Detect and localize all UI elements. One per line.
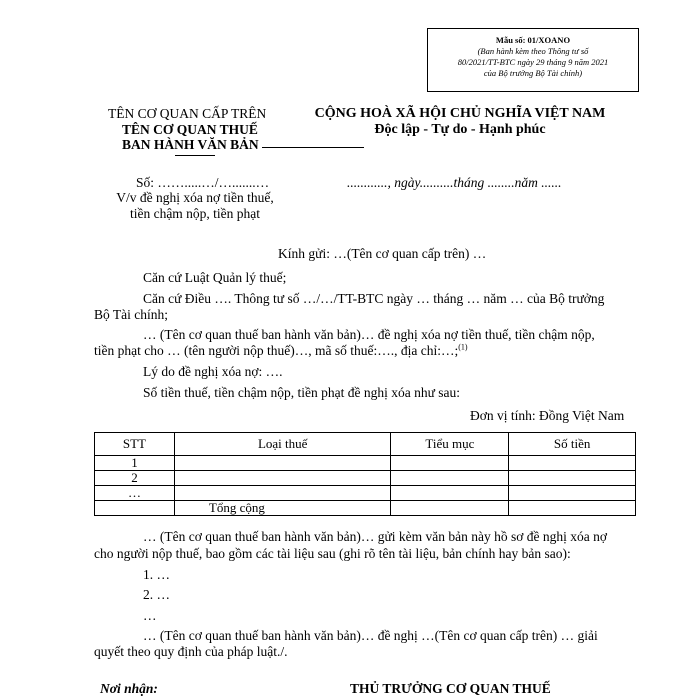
request-line-2: quyết theo quy định của pháp luật./. xyxy=(94,644,288,659)
col-header-stt: STT xyxy=(95,433,175,456)
agency-header xyxy=(95,106,295,153)
attachment-line-2: cho người nộp thuế, bao gồm các tài liệu sau (ghi rõ tên tài liệu, bản chính hay bản sao): xyxy=(94,546,571,561)
form-code: Mẫu số: 01/XOANO xyxy=(495,35,571,45)
subject-line-1: V/v đề nghị xóa nợ tiền thuế, xyxy=(116,190,274,205)
row-subitem xyxy=(391,471,509,486)
row-stt: 2 xyxy=(95,471,175,486)
row-amount xyxy=(509,471,636,486)
col-header-tax-type: Loại thuế xyxy=(174,433,391,456)
recipient-line: Kính gửi: …(Tên cơ quan cấp trên) … xyxy=(278,246,487,261)
form-code-box xyxy=(427,28,639,92)
recipients-label: Nơi nhận: xyxy=(100,681,158,696)
col-header-amount: Số tiền xyxy=(509,433,636,456)
row-tax-type xyxy=(174,471,391,486)
row-subitem xyxy=(391,486,509,501)
issuing-unit-name: BAN HÀNH VĂN BẢN xyxy=(122,137,259,152)
proposal-line-1: … (Tên cơ quan thuế ban hành văn bản)… đề nghị xóa nợ tiền thuế, tiền chậm nộp, xyxy=(143,327,595,342)
signer-title: THỦ TRƯỞNG CƠ QUAN THUẾ xyxy=(350,681,551,696)
row-tax-type xyxy=(174,456,391,471)
table-row xyxy=(95,456,636,471)
attachment-item-more: … xyxy=(143,608,157,623)
amount-intro: Số tiền thuế, tiền chậm nộp, tiền phạt đề nghị xóa như sau: xyxy=(143,385,461,400)
national-motto: Độc lập - Tự do - Hạnh phúc xyxy=(374,122,546,137)
republic-title: CỘNG HOÀ XÃ HỘI CHỦ NGHĨA VIỆT NAM xyxy=(314,106,606,121)
superior-agency-name: TÊN CƠ QUAN CẤP TRÊN xyxy=(108,106,267,121)
row-subitem xyxy=(391,456,509,471)
document-date: ............, ngày..........tháng ........năm ...... xyxy=(347,175,562,190)
attachment-item-2: 2. … xyxy=(143,587,170,602)
table-total-row xyxy=(95,501,636,516)
basis-law: Căn cứ Luật Quản lý thuế; xyxy=(143,270,287,285)
attachment-line-1: … (Tên cơ quan thuế ban hành văn bản)… gửi kèm văn bản này hồ sơ đề nghị xóa nợ xyxy=(143,529,607,544)
request-line-1: … (Tên cơ quan thuế ban hành văn bản)… đề nghị …(Tên cơ quan cấp trên) … giải xyxy=(143,628,598,643)
table-row xyxy=(95,471,636,486)
reason-line: Lý do đề nghị xóa nợ: …. xyxy=(143,364,283,379)
table-row xyxy=(95,486,636,501)
debt-table xyxy=(94,432,636,516)
basis-circular-2: Bộ Tài chính; xyxy=(94,307,168,322)
total-amount xyxy=(509,501,636,516)
col-header-subitem: Tiểu mục xyxy=(391,433,509,456)
tax-agency-name: TÊN CƠ QUAN THUẾ xyxy=(122,121,258,137)
row-tax-type xyxy=(174,486,391,501)
form-note-line3: của Bộ trưởng Bộ Tài chính) xyxy=(483,68,583,78)
agency-underline xyxy=(175,155,215,156)
proposal-line-2-text: tiền phạt cho … (tên người nộp thuế)…, mã số thuế:…., địa chỉ:…; xyxy=(94,343,459,358)
form-note-line1: (Ban hành kèm theo Thông tư số xyxy=(477,46,589,56)
attachment-item-1: 1. … xyxy=(143,567,170,582)
table-header-row xyxy=(95,433,636,456)
total-subitem xyxy=(391,501,509,516)
motto-underline xyxy=(262,147,364,148)
footnote-marker: (1) xyxy=(458,342,468,352)
form-note-line2: 80/2021/TT-BTC ngày 29 tháng 9 năm 2021 xyxy=(457,57,609,67)
row-stt: 1 xyxy=(95,456,175,471)
row-stt: … xyxy=(95,486,175,501)
total-label: Tổng cộng xyxy=(174,501,391,516)
total-empty-cell xyxy=(95,501,175,516)
national-header xyxy=(300,106,620,138)
document-number: Số: …….....…/….......… xyxy=(136,175,270,190)
basis-circular-1: Căn cứ Điều …. Thông tư số …/…/TT-BTC ngày … tháng … năm … của Bộ trưởng xyxy=(143,291,605,306)
row-amount xyxy=(509,456,636,471)
subject-line-2: tiền chậm nộp, tiền phạt xyxy=(129,206,261,221)
currency-unit: Đơn vị tính: Đồng Việt Nam xyxy=(470,408,625,423)
proposal-line-2 xyxy=(94,343,468,359)
row-amount xyxy=(509,486,636,501)
